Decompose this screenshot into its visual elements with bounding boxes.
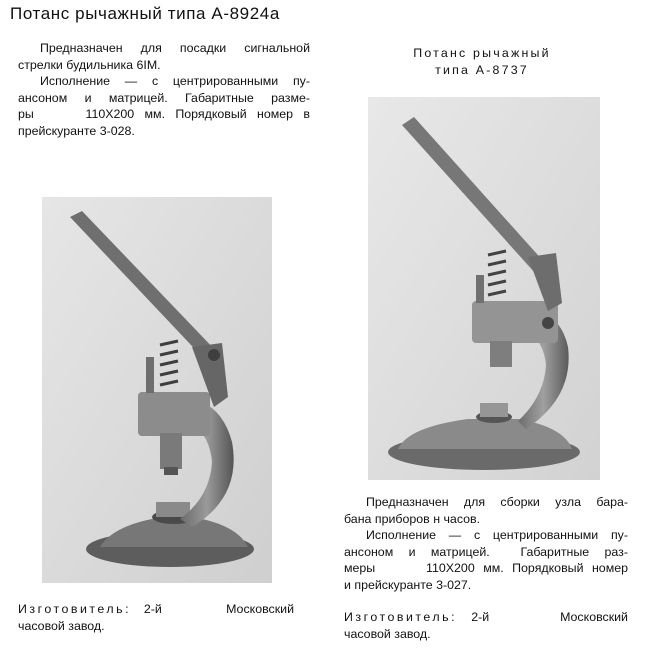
right-maker-line2: часовой завод. <box>344 627 431 641</box>
left-desc-line: Предназначен для посадки сигнальной <box>40 41 310 55</box>
left-title: Потанс рычажный типа А-8924а <box>10 4 280 23</box>
right-maker-line1 <box>344 609 628 626</box>
left-desc-line: стрелки будильника 6IМ. <box>18 57 161 72</box>
right-desc-line: Предназначен для сборки узла бара- <box>366 495 628 509</box>
right-caption-line1: Потанс рычажный <box>413 46 551 60</box>
left-press-illustration <box>42 197 272 583</box>
right-maker <box>344 609 628 643</box>
left-press-photo <box>42 197 272 583</box>
right-press-photo <box>368 97 600 480</box>
left-desc-line: Исполнение — с центрированными пу- <box>40 74 310 88</box>
right-desc-line: и прейскуранте 3-027. <box>344 577 472 592</box>
right-description <box>344 494 628 593</box>
left-desc-line: ансоном и матрицей. Габаритные разме- <box>18 90 310 105</box>
left-desc-line: ры 110X200 мм. Порядковый номер в <box>18 107 310 121</box>
right-caption-line2: типа А-8737 <box>435 63 529 77</box>
right-maker-name: 2-й Московский <box>471 610 628 624</box>
left-maker-line1 <box>18 601 294 618</box>
left-maker-line2: часовой завод. <box>18 619 105 633</box>
right-press-illustration <box>368 97 600 480</box>
left-maker-name: 2-й Московский <box>143 602 294 616</box>
right-maker-label: Изготовитель: <box>344 610 458 624</box>
right-desc-line: бана приборов н часов. <box>344 511 481 526</box>
right-caption <box>372 45 592 79</box>
right-desc-line: меры 110X200 мм. Порядковый номер <box>344 561 628 575</box>
left-desc-line: прейскуранте 3-028. <box>18 123 135 138</box>
right-desc-line: ансоном и матрицей. Габаритные раз- <box>344 544 628 559</box>
left-maker-label: Изготовитель: <box>18 602 132 616</box>
left-maker <box>18 601 294 635</box>
right-desc-line: Исполнение — с центрированными пу- <box>366 528 628 542</box>
left-description <box>18 40 310 139</box>
